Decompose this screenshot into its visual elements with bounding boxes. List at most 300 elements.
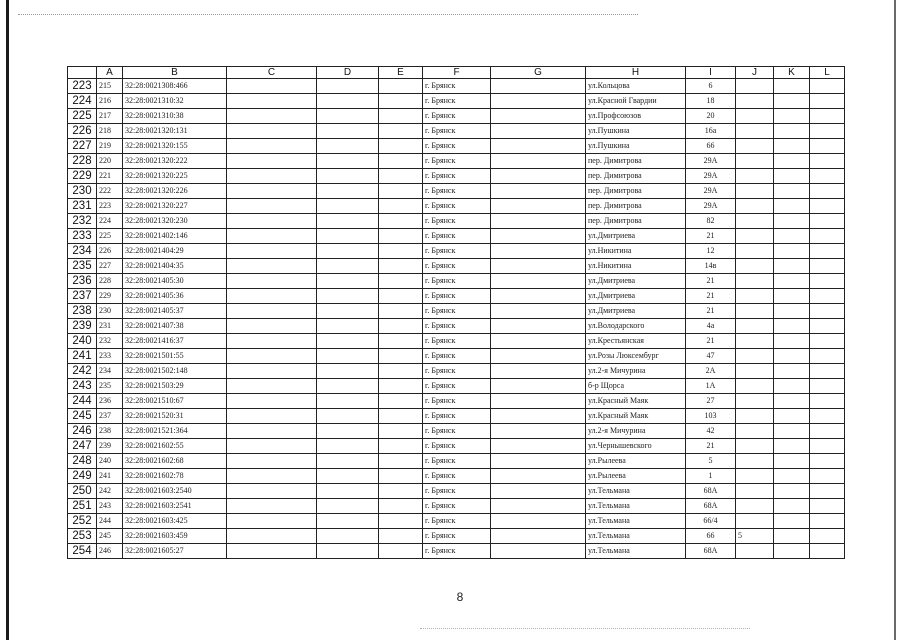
column-header-e: E xyxy=(379,67,423,79)
column-header-k: K xyxy=(774,67,810,79)
cell-a: 218 xyxy=(97,124,123,139)
cell-c xyxy=(227,154,317,169)
row-number-cell: 233 xyxy=(68,229,97,244)
cell-c xyxy=(227,289,317,304)
cell-j xyxy=(736,319,774,334)
cell-a: 243 xyxy=(97,499,123,514)
cell-d xyxy=(317,409,379,424)
cell-k xyxy=(774,94,810,109)
cell-f: г. Брянск xyxy=(423,349,491,364)
cell-k xyxy=(774,439,810,454)
row-number-cell: 244 xyxy=(68,394,97,409)
cell-l xyxy=(810,94,845,109)
cell-j xyxy=(736,214,774,229)
cell-e xyxy=(379,514,423,529)
cell-h: ул.Тельмана xyxy=(586,514,686,529)
cell-k xyxy=(774,379,810,394)
cell-h: пер. Димитрова xyxy=(586,214,686,229)
cell-f: г. Брянск xyxy=(423,544,491,559)
cell-l xyxy=(810,169,845,184)
cell-e xyxy=(379,529,423,544)
cell-k xyxy=(774,199,810,214)
cell-c xyxy=(227,229,317,244)
cell-g xyxy=(491,244,586,259)
cell-h: ул.Розы Люксембург xyxy=(586,349,686,364)
cell-f: г. Брянск xyxy=(423,379,491,394)
cell-i: 27 xyxy=(686,394,736,409)
row-number-cell: 234 xyxy=(68,244,97,259)
table-row xyxy=(68,349,845,364)
cell-e xyxy=(379,94,423,109)
table-row xyxy=(68,424,845,439)
cell-a: 245 xyxy=(97,529,123,544)
page-number: 8 xyxy=(456,590,464,604)
cell-j xyxy=(736,289,774,304)
table-row xyxy=(68,199,845,214)
cell-j xyxy=(736,109,774,124)
cell-g xyxy=(491,229,586,244)
cell-j xyxy=(736,454,774,469)
cell-g xyxy=(491,334,586,349)
cell-d xyxy=(317,514,379,529)
cell-i: 16а xyxy=(686,124,736,139)
cell-f: г. Брянск xyxy=(423,274,491,289)
table-row xyxy=(68,214,845,229)
cell-c xyxy=(227,544,317,559)
cell-j xyxy=(736,334,774,349)
cell-e xyxy=(379,79,423,94)
cell-e xyxy=(379,349,423,364)
cell-a: 215 xyxy=(97,79,123,94)
cell-i: 12 xyxy=(686,244,736,259)
cell-b: 32:28:0021603:459 xyxy=(123,529,227,544)
cell-e xyxy=(379,499,423,514)
cell-h: ул.Крестьянская xyxy=(586,334,686,349)
cell-g xyxy=(491,424,586,439)
cell-l xyxy=(810,289,845,304)
cell-f: г. Брянск xyxy=(423,79,491,94)
scan-noise-top xyxy=(18,14,638,16)
cell-i: 1А xyxy=(686,379,736,394)
cell-b: 32:28:0021308:466 xyxy=(123,79,227,94)
cell-e xyxy=(379,139,423,154)
cell-c xyxy=(227,454,317,469)
cell-h: ул.Рылеева xyxy=(586,469,686,484)
cell-g xyxy=(491,214,586,229)
cell-b: 32:28:0021320:155 xyxy=(123,139,227,154)
cell-b: 32:28:0021320:230 xyxy=(123,214,227,229)
cell-f: г. Брянск xyxy=(423,94,491,109)
cell-e xyxy=(379,364,423,379)
row-number-cell: 246 xyxy=(68,424,97,439)
cell-b: 32:28:0021602:78 xyxy=(123,469,227,484)
cell-f: г. Брянск xyxy=(423,394,491,409)
cell-d xyxy=(317,184,379,199)
cell-f: г. Брянск xyxy=(423,289,491,304)
row-number-cell: 228 xyxy=(68,154,97,169)
cell-b: 32:28:0021521:364 xyxy=(123,424,227,439)
cell-d xyxy=(317,499,379,514)
column-header-j: J xyxy=(736,67,774,79)
table-row xyxy=(68,379,845,394)
row-number-cell: 227 xyxy=(68,139,97,154)
cell-e xyxy=(379,454,423,469)
cell-k xyxy=(774,334,810,349)
cell-e xyxy=(379,439,423,454)
cell-h: пер. Димитрова xyxy=(586,199,686,214)
cell-b: 32:28:0021520:31 xyxy=(123,409,227,424)
cell-a: 246 xyxy=(97,544,123,559)
cell-d xyxy=(317,379,379,394)
cell-l xyxy=(810,199,845,214)
cell-l xyxy=(810,514,845,529)
cell-e xyxy=(379,484,423,499)
cell-c xyxy=(227,409,317,424)
cell-l xyxy=(810,394,845,409)
table-row xyxy=(68,394,845,409)
cell-g xyxy=(491,259,586,274)
cell-d xyxy=(317,229,379,244)
cell-d xyxy=(317,199,379,214)
cell-l xyxy=(810,334,845,349)
row-number-cell: 224 xyxy=(68,94,97,109)
column-header-g: G xyxy=(491,67,586,79)
cell-j xyxy=(736,169,774,184)
cell-l xyxy=(810,529,845,544)
row-number-cell: 232 xyxy=(68,214,97,229)
cell-e xyxy=(379,214,423,229)
cell-b: 32:28:0021407:38 xyxy=(123,319,227,334)
column-header-f: F xyxy=(423,67,491,79)
cell-b: 32:28:0021402:146 xyxy=(123,229,227,244)
cell-h: ул.Тельмана xyxy=(586,544,686,559)
cell-c xyxy=(227,319,317,334)
cell-j xyxy=(736,139,774,154)
cell-i: 6 xyxy=(686,79,736,94)
cell-h: ул.Дмитриева xyxy=(586,304,686,319)
cell-f: г. Брянск xyxy=(423,199,491,214)
cell-g xyxy=(491,139,586,154)
row-number-cell: 252 xyxy=(68,514,97,529)
cell-j xyxy=(736,154,774,169)
cell-f: г. Брянск xyxy=(423,409,491,424)
table-row xyxy=(68,94,845,109)
cell-g xyxy=(491,439,586,454)
cell-f: г. Брянск xyxy=(423,499,491,514)
cell-l xyxy=(810,349,845,364)
cell-e xyxy=(379,379,423,394)
cell-a: 244 xyxy=(97,514,123,529)
cell-c xyxy=(227,274,317,289)
cell-k xyxy=(774,499,810,514)
cell-a: 219 xyxy=(97,139,123,154)
table-row xyxy=(68,109,845,124)
cell-k xyxy=(774,409,810,424)
cell-g xyxy=(491,274,586,289)
cell-a: 226 xyxy=(97,244,123,259)
column-header-h: H xyxy=(586,67,686,79)
cell-h: ул.Дмитриева xyxy=(586,274,686,289)
cell-k xyxy=(774,154,810,169)
cell-k xyxy=(774,169,810,184)
cell-g xyxy=(491,454,586,469)
cell-c xyxy=(227,484,317,499)
cell-h: ул.Тельмана xyxy=(586,529,686,544)
table-row xyxy=(68,124,845,139)
cell-b: 32:28:0021603:2541 xyxy=(123,499,227,514)
table-row xyxy=(68,244,845,259)
cell-f: г. Брянск xyxy=(423,244,491,259)
cell-d xyxy=(317,109,379,124)
row-number-cell: 230 xyxy=(68,184,97,199)
cell-d xyxy=(317,169,379,184)
cell-h: ул.Чернышевского xyxy=(586,439,686,454)
cell-l xyxy=(810,154,845,169)
cell-j xyxy=(736,514,774,529)
cell-a: 223 xyxy=(97,199,123,214)
cell-l xyxy=(810,274,845,289)
cell-a: 229 xyxy=(97,289,123,304)
cell-k xyxy=(774,394,810,409)
cell-e xyxy=(379,274,423,289)
cell-d xyxy=(317,484,379,499)
cell-g xyxy=(491,379,586,394)
cell-j xyxy=(736,229,774,244)
cell-d xyxy=(317,319,379,334)
cell-g xyxy=(491,364,586,379)
cell-i: 82 xyxy=(686,214,736,229)
cell-d xyxy=(317,544,379,559)
cell-f: г. Брянск xyxy=(423,484,491,499)
cell-c xyxy=(227,514,317,529)
cell-f: г. Брянск xyxy=(423,184,491,199)
cell-j xyxy=(736,184,774,199)
cell-c xyxy=(227,529,317,544)
cell-l xyxy=(810,214,845,229)
cell-a: 235 xyxy=(97,379,123,394)
cell-c xyxy=(227,394,317,409)
cell-h: ул.Никитина xyxy=(586,244,686,259)
cell-b: 32:28:0021501:55 xyxy=(123,349,227,364)
cell-a: 221 xyxy=(97,169,123,184)
cell-b: 32:28:0021602:55 xyxy=(123,439,227,454)
column-header-l: L xyxy=(810,67,845,79)
cell-k xyxy=(774,109,810,124)
cell-j xyxy=(736,499,774,514)
cell-k xyxy=(774,484,810,499)
cell-e xyxy=(379,289,423,304)
cell-a: 232 xyxy=(97,334,123,349)
cell-a: 220 xyxy=(97,154,123,169)
cell-h: б-р Щорса xyxy=(586,379,686,394)
cell-d xyxy=(317,274,379,289)
cell-k xyxy=(774,319,810,334)
cell-a: 227 xyxy=(97,259,123,274)
cell-g xyxy=(491,544,586,559)
cell-e xyxy=(379,229,423,244)
cell-l xyxy=(810,244,845,259)
cell-g xyxy=(491,304,586,319)
cell-i: 68А xyxy=(686,484,736,499)
cell-e xyxy=(379,304,423,319)
cell-g xyxy=(491,409,586,424)
cell-d xyxy=(317,529,379,544)
cell-i: 20 xyxy=(686,109,736,124)
table-row xyxy=(68,184,845,199)
row-number-cell: 245 xyxy=(68,409,97,424)
cell-i: 4а xyxy=(686,319,736,334)
cell-i: 2А xyxy=(686,364,736,379)
cell-l xyxy=(810,424,845,439)
row-number-cell: 238 xyxy=(68,304,97,319)
cell-i: 29А xyxy=(686,184,736,199)
cell-l xyxy=(810,229,845,244)
cell-e xyxy=(379,124,423,139)
cell-j xyxy=(736,124,774,139)
cell-a: 241 xyxy=(97,469,123,484)
cell-c xyxy=(227,244,317,259)
cell-b: 32:28:0021405:37 xyxy=(123,304,227,319)
cell-f: г. Брянск xyxy=(423,334,491,349)
cell-i: 21 xyxy=(686,229,736,244)
cell-f: г. Брянск xyxy=(423,154,491,169)
cell-l xyxy=(810,109,845,124)
column-header-row xyxy=(68,67,845,79)
cell-a: 234 xyxy=(97,364,123,379)
cell-a: 233 xyxy=(97,349,123,364)
cell-i: 42 xyxy=(686,424,736,439)
cell-b: 32:28:0021404:35 xyxy=(123,259,227,274)
cell-l xyxy=(810,184,845,199)
column-header-i: I xyxy=(686,67,736,79)
cell-e xyxy=(379,319,423,334)
cell-c xyxy=(227,199,317,214)
cell-h: ул.2-я Мичурина xyxy=(586,364,686,379)
cell-b: 32:28:0021510:67 xyxy=(123,394,227,409)
column-header-c: C xyxy=(227,67,317,79)
cell-i: 18 xyxy=(686,94,736,109)
cell-i: 14в xyxy=(686,259,736,274)
cell-h: ул.Красной Гвардии xyxy=(586,94,686,109)
cell-h: ул.Дмитриева xyxy=(586,289,686,304)
cell-f: г. Брянск xyxy=(423,229,491,244)
cell-j xyxy=(736,79,774,94)
table-row xyxy=(68,469,845,484)
cell-j xyxy=(736,304,774,319)
cell-d xyxy=(317,349,379,364)
cell-f: г. Брянск xyxy=(423,514,491,529)
cell-i: 29А xyxy=(686,154,736,169)
cell-k xyxy=(774,304,810,319)
cell-j xyxy=(736,349,774,364)
cell-f: г. Брянск xyxy=(423,109,491,124)
cell-c xyxy=(227,304,317,319)
cell-a: 230 xyxy=(97,304,123,319)
cell-i: 5 xyxy=(686,454,736,469)
table-row xyxy=(68,364,845,379)
cell-l xyxy=(810,379,845,394)
cell-b: 32:28:0021405:36 xyxy=(123,289,227,304)
cell-e xyxy=(379,154,423,169)
cell-d xyxy=(317,214,379,229)
cell-h: пер. Димитрова xyxy=(586,169,686,184)
cell-a: 222 xyxy=(97,184,123,199)
table-row xyxy=(68,544,845,559)
table-row xyxy=(68,304,845,319)
cell-g xyxy=(491,484,586,499)
cell-c xyxy=(227,124,317,139)
cell-g xyxy=(491,94,586,109)
cell-k xyxy=(774,469,810,484)
cell-k xyxy=(774,514,810,529)
table-row xyxy=(68,529,845,544)
table-row xyxy=(68,259,845,274)
cell-h: ул.Рылеева xyxy=(586,454,686,469)
cell-i: 29А xyxy=(686,199,736,214)
cell-b: 32:28:0021603:2540 xyxy=(123,484,227,499)
cell-a: 242 xyxy=(97,484,123,499)
cell-c xyxy=(227,469,317,484)
row-number-cell: 247 xyxy=(68,439,97,454)
cell-d xyxy=(317,139,379,154)
cell-f: г. Брянск xyxy=(423,259,491,274)
cell-c xyxy=(227,334,317,349)
cell-j xyxy=(736,484,774,499)
cell-f: г. Брянск xyxy=(423,469,491,484)
row-number-cell: 236 xyxy=(68,274,97,289)
table-row xyxy=(68,154,845,169)
cell-i: 103 xyxy=(686,409,736,424)
row-number-cell: 251 xyxy=(68,499,97,514)
cell-a: 238 xyxy=(97,424,123,439)
table-row xyxy=(68,514,845,529)
cell-l xyxy=(810,439,845,454)
cell-h: ул.Красный Маяк xyxy=(586,409,686,424)
cell-c xyxy=(227,79,317,94)
cell-k xyxy=(774,289,810,304)
cell-f: г. Брянск xyxy=(423,439,491,454)
row-number-cell: 248 xyxy=(68,454,97,469)
cell-j xyxy=(736,394,774,409)
cell-e xyxy=(379,199,423,214)
cell-j xyxy=(736,259,774,274)
cell-h: ул.Кольцова xyxy=(586,79,686,94)
corner-header-cell xyxy=(68,67,97,79)
table-row xyxy=(68,334,845,349)
cell-a: 239 xyxy=(97,439,123,454)
table-row xyxy=(68,274,845,289)
cell-c xyxy=(227,499,317,514)
cell-d xyxy=(317,94,379,109)
cell-b: 32:28:0021320:227 xyxy=(123,199,227,214)
cell-j xyxy=(736,199,774,214)
cell-k xyxy=(774,139,810,154)
cell-d xyxy=(317,304,379,319)
cell-i: 21 xyxy=(686,274,736,289)
table-row xyxy=(68,409,845,424)
cell-k xyxy=(774,229,810,244)
cell-a: 236 xyxy=(97,394,123,409)
cell-g xyxy=(491,184,586,199)
cell-b: 32:28:0021310:38 xyxy=(123,109,227,124)
cell-k xyxy=(774,529,810,544)
cell-e xyxy=(379,544,423,559)
cell-b: 32:28:0021603:425 xyxy=(123,514,227,529)
cell-a: 231 xyxy=(97,319,123,334)
cell-d xyxy=(317,364,379,379)
cell-l xyxy=(810,484,845,499)
cell-c xyxy=(227,439,317,454)
